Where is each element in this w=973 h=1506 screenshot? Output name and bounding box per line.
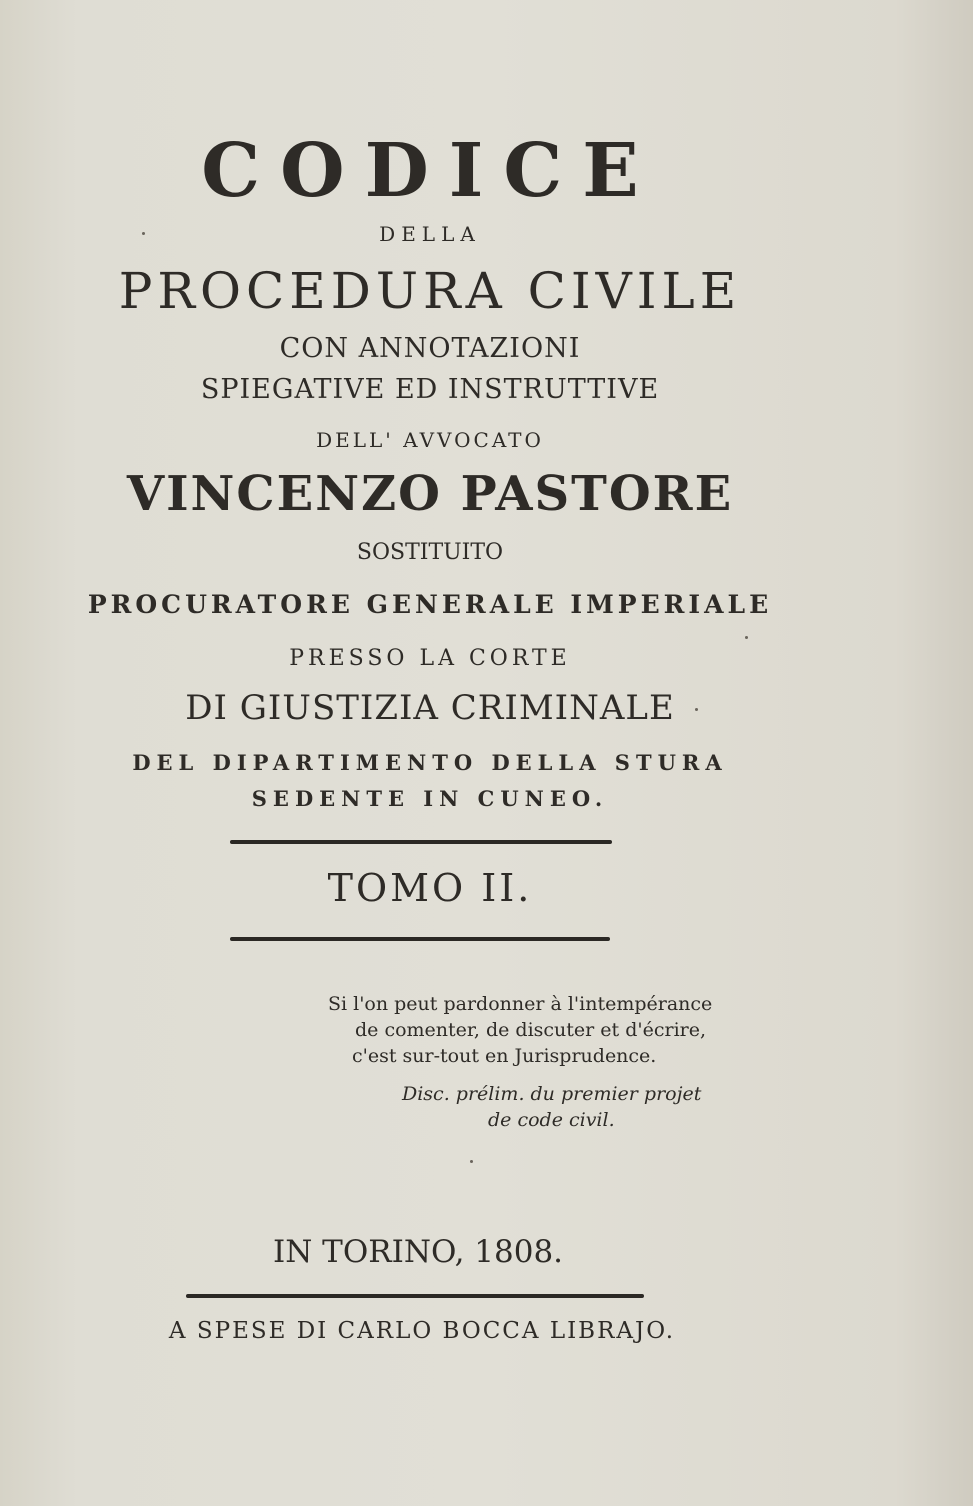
epigraph-line-2: de comenter, de discuter et d'écrire, — [355, 1019, 707, 1041]
book-subtitle: PROCEDURA CIVILE — [118, 262, 742, 320]
epigraph-source-2: de code civil. — [488, 1109, 615, 1131]
sostituito-line: SOSTITUITO — [356, 540, 504, 565]
presso-line: PRESSO LA CORTE — [289, 646, 571, 671]
volume-label: TOMO II. — [327, 866, 533, 910]
paper-speck — [142, 232, 145, 235]
book-title: CODICE — [201, 128, 659, 214]
spiegative-line: SPIEGATIVE ED INSTRUTTIVE — [200, 374, 660, 405]
rule-below-volume — [230, 937, 610, 941]
epigraph-source-1: Disc. prélim. du premier projet — [402, 1083, 702, 1105]
epigraph-line-3: c'est sur-tout en Jurisprudence. — [352, 1045, 657, 1067]
procuratore-line: PROCURATORE GENERALE IMPERIALE — [87, 590, 773, 619]
imprint-publisher: A SPESE DI CARLO BOCCA LIBRAJO. — [168, 1318, 676, 1344]
sedente-line: SEDENTE IN CUNEO. — [251, 786, 609, 811]
della-line: DELLA — [379, 222, 481, 246]
paper-speck — [695, 708, 698, 711]
paper-speck — [470, 1160, 473, 1163]
author-name: VINCENZO PASTORE — [126, 466, 734, 522]
imprint-place-year: IN TORINO, 1808. — [272, 1234, 564, 1270]
avvocato-line: DELL' AVVOCATO — [316, 428, 544, 452]
rule-imprint — [186, 1294, 644, 1298]
paper-speck — [745, 636, 748, 639]
epigraph-line-1: Si l'on peut pardonner à l'intempérance — [328, 993, 713, 1015]
annotazioni-line: CON ANNOTAZIONI — [279, 333, 581, 364]
giustizia-line: DI GIUSTIZIA CRIMINALE — [185, 688, 675, 728]
rule-above-volume — [230, 840, 612, 844]
dipartimento-line: DEL DIPARTIMENTO DELLA STURA — [132, 750, 728, 775]
